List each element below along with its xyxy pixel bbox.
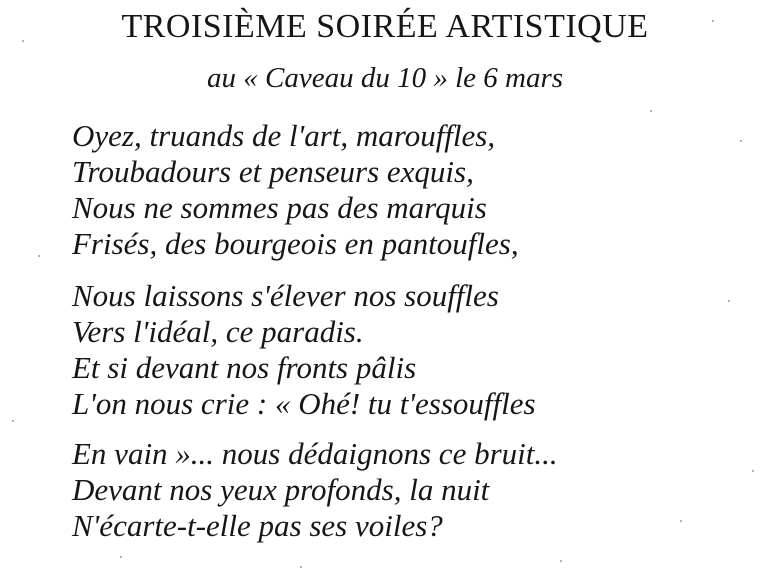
paper-speck: [38, 255, 40, 257]
poem-line: N'écarte-t-elle pas ses voiles?: [72, 508, 443, 543]
poem-line: Devant nos yeux profonds, la nuit: [72, 472, 490, 507]
poem-line: Nous ne sommes pas des marquis: [72, 190, 487, 225]
paper-speck: [740, 140, 742, 142]
poem-stanza-2: [72, 278, 732, 422]
paper-speck: [12, 420, 14, 422]
poem-line: L'on nous crie : « Ohé! tu t'essouffles: [72, 386, 536, 421]
paper-speck: [752, 470, 754, 472]
poem-line: Vers l'idéal, ce paradis.: [72, 314, 364, 349]
paper-speck: [120, 556, 122, 558]
paper-speck: [300, 566, 302, 568]
page-title: TROISIÈME SOIRÉE ARTISTIQUE: [121, 8, 649, 45]
paper-speck: [22, 40, 24, 42]
poem-stanza-1: [72, 118, 732, 262]
paper-speck: [728, 300, 730, 302]
poem-line: Frisés, des bourgeois en pantoufles,: [72, 226, 519, 261]
poem-line: Nous laissons s'élever nos souffles: [72, 278, 499, 313]
poem-line: Oyez, truands de l'art, marouffles,: [72, 118, 496, 153]
paper-speck: [560, 560, 562, 562]
poem-line: Troubadours et penseurs exquis,: [72, 154, 474, 189]
paper-speck: [680, 520, 682, 522]
page-subtitle: au « Caveau du 10 » le 6 mars: [206, 62, 564, 94]
paper-speck: [712, 20, 714, 22]
poem-line: En vain »... nous dédaignons ce bruit...: [72, 436, 558, 471]
poem-stanza-3: [72, 436, 732, 544]
paper-speck: [650, 110, 652, 112]
poem-line: Et si devant nos fronts pâlis: [72, 350, 417, 385]
